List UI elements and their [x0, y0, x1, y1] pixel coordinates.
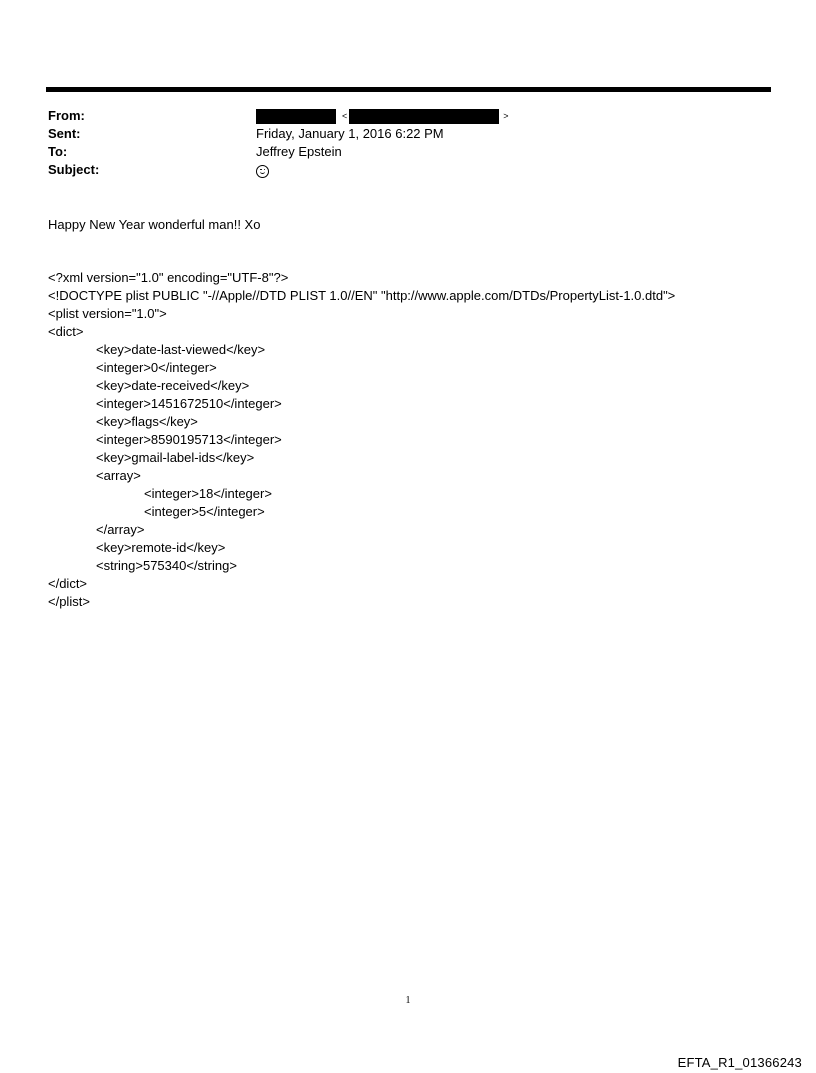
subject-value	[256, 161, 269, 179]
email-header	[48, 107, 768, 179]
xml-line: <plist version="1.0">	[48, 306, 167, 321]
redaction-block	[349, 109, 499, 124]
page-number: 1	[405, 995, 411, 1006]
xml-line: <key>date-last-viewed</key>	[96, 342, 266, 357]
xml-line: <dict>	[48, 324, 84, 339]
xml-line: <key>gmail-label-ids</key>	[96, 450, 255, 465]
xml-line: <integer>18</integer>	[144, 486, 272, 501]
xml-plist-block	[48, 269, 675, 611]
close-angle-bracket: >	[503, 110, 509, 121]
to-row	[48, 143, 768, 161]
to-value: Jeffrey Epstein	[256, 144, 342, 159]
to-label: To:	[48, 144, 68, 159]
xml-line: <string>575340</string>	[96, 558, 237, 573]
open-angle-bracket: <	[342, 110, 348, 121]
document-id: EFTA_R1_01366243	[677, 1055, 802, 1070]
header-divider	[46, 87, 771, 92]
xml-line: <integer>1451672510</integer>	[96, 396, 282, 411]
sent-value: Friday, January 1, 2016 6:22 PM	[256, 126, 444, 141]
from-label: From:	[48, 108, 85, 123]
xml-line: </dict>	[48, 576, 88, 591]
xml-line: <key>date-received</key>	[96, 378, 250, 393]
from-value	[256, 107, 509, 125]
from-row	[48, 107, 768, 125]
xml-line: <key>remote-id</key>	[96, 540, 226, 555]
redaction-block	[256, 109, 336, 124]
xml-line: </plist>	[48, 594, 90, 609]
xml-line: <integer>5</integer>	[144, 504, 265, 519]
sent-row	[48, 125, 768, 143]
xml-line: <array>	[96, 468, 141, 483]
xml-line: <integer>8590195713</integer>	[96, 432, 282, 447]
subject-label: Subject:	[48, 162, 100, 177]
email-body: Happy New Year wonderful man!! Xo	[48, 217, 261, 232]
xml-line: </array>	[96, 522, 145, 537]
xml-line: <integer>0</integer>	[96, 360, 217, 375]
xml-line: <key>flags</key>	[96, 414, 198, 429]
xml-line: <?xml version="1.0" encoding="UTF-8"?>	[48, 270, 289, 285]
sent-label: Sent:	[48, 126, 81, 141]
xml-line: <!DOCTYPE plist PUBLIC "-//Apple//DTD PLIST 1.0//EN" "http://www.apple.com/DTDs/PropertyList-1.0.dtd">	[48, 288, 676, 303]
subject-row	[48, 161, 768, 179]
smiley-icon	[256, 165, 269, 178]
